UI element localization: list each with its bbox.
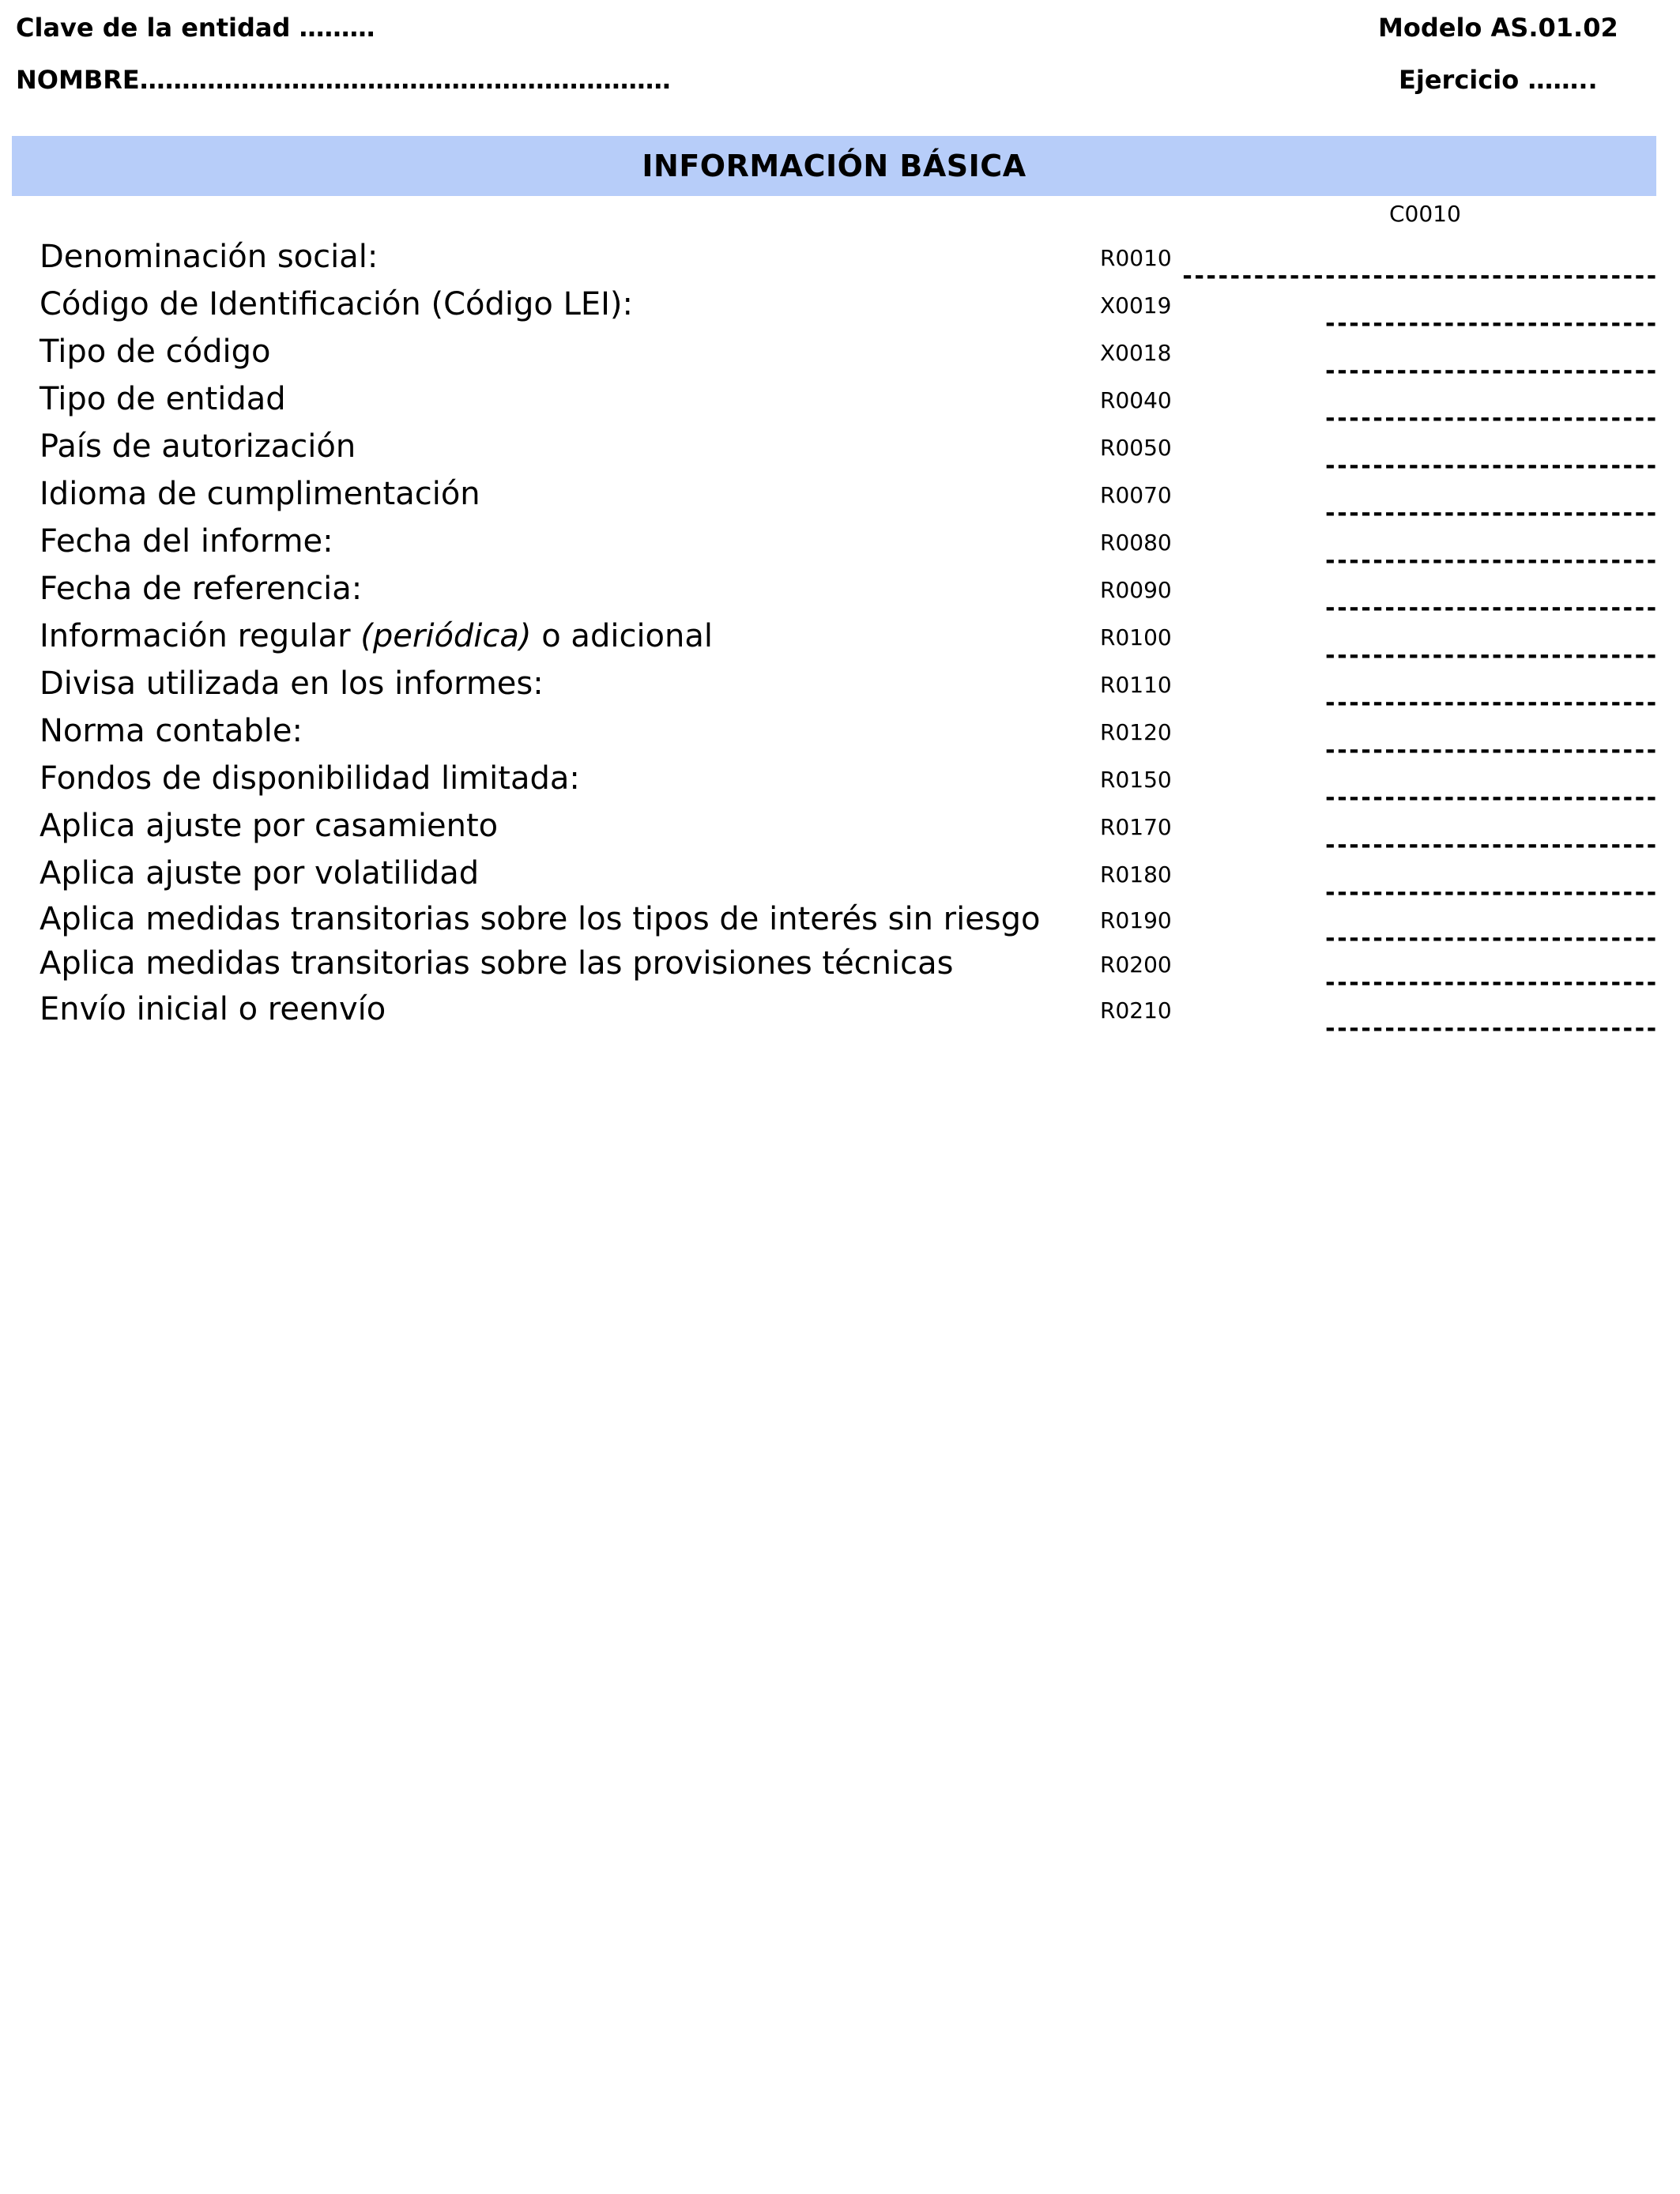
form-row: [0, 571, 1680, 618]
row-entry-line[interactable]: ----------------------------: [1323, 925, 1656, 948]
row-entry-line[interactable]: ----------------------------: [1323, 1015, 1656, 1039]
row-code: X0019: [1100, 292, 1172, 319]
row-label: Idioma de cumplimentación: [40, 476, 480, 512]
row-entry-line[interactable]: ----------------------------: [1323, 784, 1656, 808]
form-row: [0, 334, 1680, 381]
row-code: X0018: [1100, 340, 1172, 366]
form-row: [0, 808, 1680, 855]
name-label: NOMBRE………………………………………………………: [16, 65, 671, 95]
row-entry-line[interactable]: ----------------------------: [1323, 499, 1656, 523]
form-row: [0, 713, 1680, 760]
form-row: [0, 991, 1680, 1039]
row-code: R0190: [1100, 907, 1172, 933]
row-code: R0200: [1100, 952, 1172, 978]
row-code: R0090: [1100, 577, 1172, 603]
row-entry-line[interactable]: ----------------------------: [1323, 594, 1656, 618]
row-entry-line[interactable]: ----------------------------: [1323, 547, 1656, 571]
row-label: Tipo de código: [40, 334, 271, 370]
row-entry-line[interactable]: ----------------------------: [1323, 689, 1656, 713]
row-code: R0080: [1100, 530, 1172, 556]
row-label: Aplica ajuste por volatilidad: [40, 855, 480, 892]
row-entry-line[interactable]: ----------------------------: [1323, 969, 1656, 993]
row-label: Fondos de disponibilidad limitada:: [40, 760, 580, 797]
form-row: [0, 523, 1680, 571]
form-row: [0, 381, 1680, 428]
fiscal-year-label: Ejercicio ……..: [1399, 65, 1598, 95]
row-label: Aplica medidas transitorias sobre los tipos de interés sin riesgo: [40, 901, 1041, 937]
form-row: [0, 618, 1680, 665]
row-entry-line[interactable]: ----------------------------------------: [1180, 262, 1656, 286]
row-label: Información regular (periódica) o adicional: [40, 618, 714, 654]
form-row: [0, 760, 1680, 808]
row-code: R0150: [1100, 767, 1172, 793]
row-label: Tipo de entidad: [40, 381, 286, 417]
row-label: Denominación social:: [40, 239, 379, 275]
row-code: R0010: [1100, 245, 1172, 271]
form-row: [0, 855, 1680, 903]
row-code: R0070: [1100, 482, 1172, 508]
row-entry-line[interactable]: ----------------------------: [1323, 357, 1656, 381]
form-row: [0, 665, 1680, 713]
form-row: [0, 945, 1680, 993]
entity-key-label: Clave de la entidad ………: [16, 13, 375, 43]
row-label: Aplica medidas transitorias sobre las provisiones técnicas: [40, 945, 954, 982]
row-label: Código de Identificación (Código LEI):: [40, 286, 634, 322]
row-entry-line[interactable]: ----------------------------: [1323, 879, 1656, 903]
form-row: [0, 286, 1680, 334]
model-code: Modelo AS.01.02: [1378, 13, 1618, 43]
row-code: R0100: [1100, 624, 1172, 650]
row-code: R0180: [1100, 861, 1172, 888]
row-code: R0170: [1100, 814, 1172, 840]
row-code: R0040: [1100, 387, 1172, 413]
row-label: Aplica ajuste por casamiento: [40, 808, 499, 844]
form-row: [0, 476, 1680, 523]
row-entry-line[interactable]: ----------------------------: [1323, 642, 1656, 665]
row-entry-line[interactable]: ----------------------------: [1323, 737, 1656, 760]
row-entry-line[interactable]: ----------------------------: [1323, 452, 1656, 476]
form-row: [0, 239, 1680, 286]
form-row: [0, 901, 1680, 948]
row-entry-line[interactable]: ----------------------------: [1323, 405, 1656, 428]
row-label: Norma contable:: [40, 713, 303, 749]
row-entry-line[interactable]: ----------------------------: [1323, 310, 1656, 334]
row-code: R0050: [1100, 435, 1172, 461]
row-entry-line[interactable]: ----------------------------: [1323, 831, 1656, 855]
row-label: Fecha de referencia:: [40, 571, 363, 607]
row-label: Fecha del informe:: [40, 523, 333, 560]
form-row: [0, 428, 1680, 476]
section-title: INFORMACIÓN BÁSICA: [642, 149, 1026, 183]
row-label: Divisa utilizada en los informes:: [40, 665, 544, 702]
row-label: País de autorización: [40, 428, 356, 465]
column-code: C0010: [1389, 201, 1461, 227]
row-code: R0210: [1100, 997, 1172, 1023]
row-code: R0120: [1100, 719, 1172, 745]
row-code: R0110: [1100, 672, 1172, 698]
row-label: Envío inicial o reenvío: [40, 991, 386, 1027]
